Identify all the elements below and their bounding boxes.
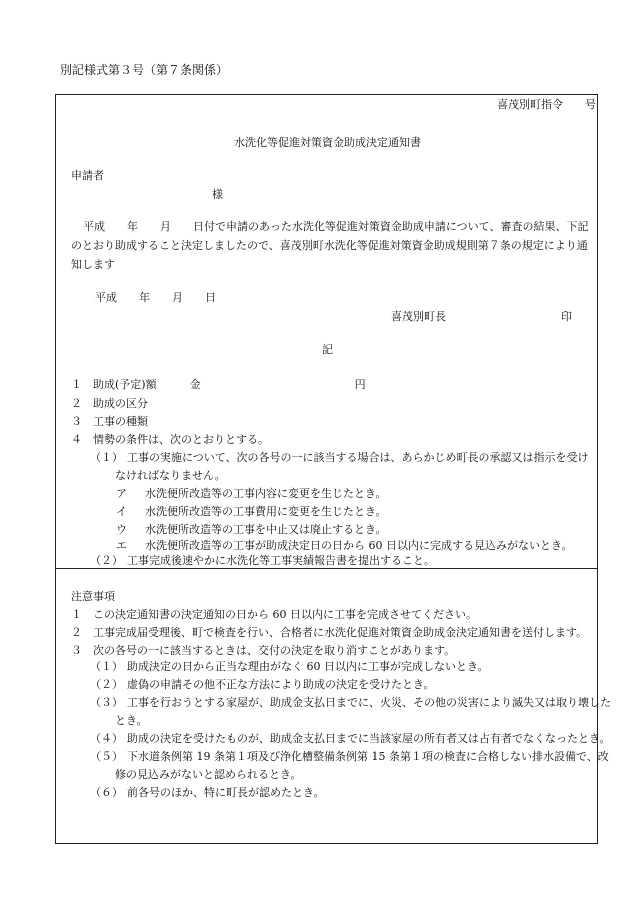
note-text: 次の各号の一に該当するときは、交付の決定を取り消すことがあります。 bbox=[93, 644, 456, 657]
note-sub-number: （５） bbox=[90, 750, 123, 763]
note-sub-text: 虚偽の申請その他不正な方法により助成の決定を受けたとき。 bbox=[127, 678, 435, 691]
applicant-label: 申請者 bbox=[71, 169, 104, 182]
sub-item-text: 水洗便所改造等の工事が助成決定日の日から 60 日以内に完成する見込みがないとき。 bbox=[145, 539, 573, 552]
section-divider bbox=[55, 568, 598, 569]
note-sub-number: （１） bbox=[90, 660, 123, 673]
item-text: 工事の種類 bbox=[93, 415, 148, 428]
condition-1-line-2: なければなりません。 bbox=[115, 469, 226, 482]
mayor-name: 喜茂別町長 bbox=[391, 310, 446, 323]
item-number: ３ bbox=[71, 415, 82, 428]
seal-mark: 印 bbox=[561, 310, 572, 323]
sub-item-number: ウ bbox=[116, 523, 127, 536]
note-text: 工事完成届受理後、町で検査を行い、合格者に水洗化促進対策資金助成金決定通知書を送付します。 bbox=[93, 626, 588, 639]
note-sub-number: （６） bbox=[90, 786, 123, 799]
date-line: 平成 年 月 日 bbox=[95, 291, 216, 304]
sub-item-number: イ bbox=[116, 505, 127, 518]
note-number: ３ bbox=[71, 644, 82, 657]
sub-item-number: ア bbox=[116, 487, 127, 500]
item-number: １ bbox=[71, 378, 82, 391]
item-number: ２ bbox=[71, 397, 82, 410]
note-sub-text: 前各号のほか、特に町長が認めたとき。 bbox=[127, 786, 325, 799]
note-sub-text: 下水道条例第 19 条第１項及び浄化槽整備条例第 15 条第１項の検査に合格しない排水設備で、改 bbox=[127, 750, 609, 763]
note-sub-text: 助成の決定を受けたものが、助成金支払日までに当該家屋の所有者又は占有者でなくなったとき。 bbox=[127, 732, 611, 745]
notes-heading: 注意事項 bbox=[71, 590, 115, 603]
item-text: 助成(予定)額 金 円 bbox=[93, 378, 366, 391]
body-line-3: 知します bbox=[71, 258, 115, 271]
note-sub-text: 修の見込みがないと認められるとき。 bbox=[115, 768, 302, 781]
condition-2-text: 工事完成後速やかに水洗化等工事実績報告書を提出すること。 bbox=[127, 554, 435, 567]
condition-1-number: （１） bbox=[90, 451, 123, 464]
form-label: 別記様式第３号（第７条関係） bbox=[60, 63, 229, 77]
sub-item-text: 水洗便所改造等の工事内容に変更を生じたとき。 bbox=[145, 487, 387, 500]
document-title: 水洗化等促進対策資金助成決定通知書 bbox=[234, 136, 421, 149]
item-text: 情勢の条件は、次のとおりとする。 bbox=[93, 433, 269, 446]
body-line-1: 平成 年 月 日付で申請のあった水洗化等促進対策資金助成申請について、審査の結果、下記 bbox=[83, 220, 589, 233]
note-number: １ bbox=[71, 608, 82, 621]
note-text: この決定通知書の決定通知の日から 60 日以内に工事を完成させてください。 bbox=[93, 608, 477, 621]
note-sub-text: 工事を行おうとする家屋が、助成金支払日までに、火災、その他の災害により滅失又は取り壊した bbox=[127, 696, 611, 709]
condition-2-number: （２） bbox=[90, 554, 123, 567]
note-sub-text: 助成決定の日から正当な理由がなく 60 日以内に工事が完成しないとき。 bbox=[127, 660, 489, 673]
body-line-2: のとおり助成すること決定しましたので、喜茂別町水洗化等促進対策資金助成規則第７条の規定により通 bbox=[71, 239, 588, 252]
note-number: ２ bbox=[71, 626, 82, 639]
note-sub-text: とき。 bbox=[115, 714, 148, 727]
applicant-sama: 様 bbox=[212, 188, 223, 201]
sub-item-text: 水洗便所改造等の工事を中止又は廃止するとき。 bbox=[145, 523, 387, 536]
item-number: ４ bbox=[71, 433, 82, 446]
sub-item-number: エ bbox=[116, 539, 127, 552]
item-text: 助成の区分 bbox=[93, 397, 148, 410]
note-sub-number: （３） bbox=[90, 696, 123, 709]
ki-heading: 記 bbox=[322, 343, 333, 356]
note-sub-number: （２） bbox=[90, 678, 123, 691]
condition-1-line-1: 工事の実施について、次の各号の一に該当する場合は、あらかじめ町長の承認又は指示を受け bbox=[127, 451, 589, 464]
ref-number: 喜茂別町指令 号 bbox=[497, 98, 596, 111]
sub-item-text: 水洗便所改造等の工事費用に変更を生じたとき。 bbox=[145, 505, 387, 518]
note-sub-number: （４） bbox=[90, 732, 123, 745]
